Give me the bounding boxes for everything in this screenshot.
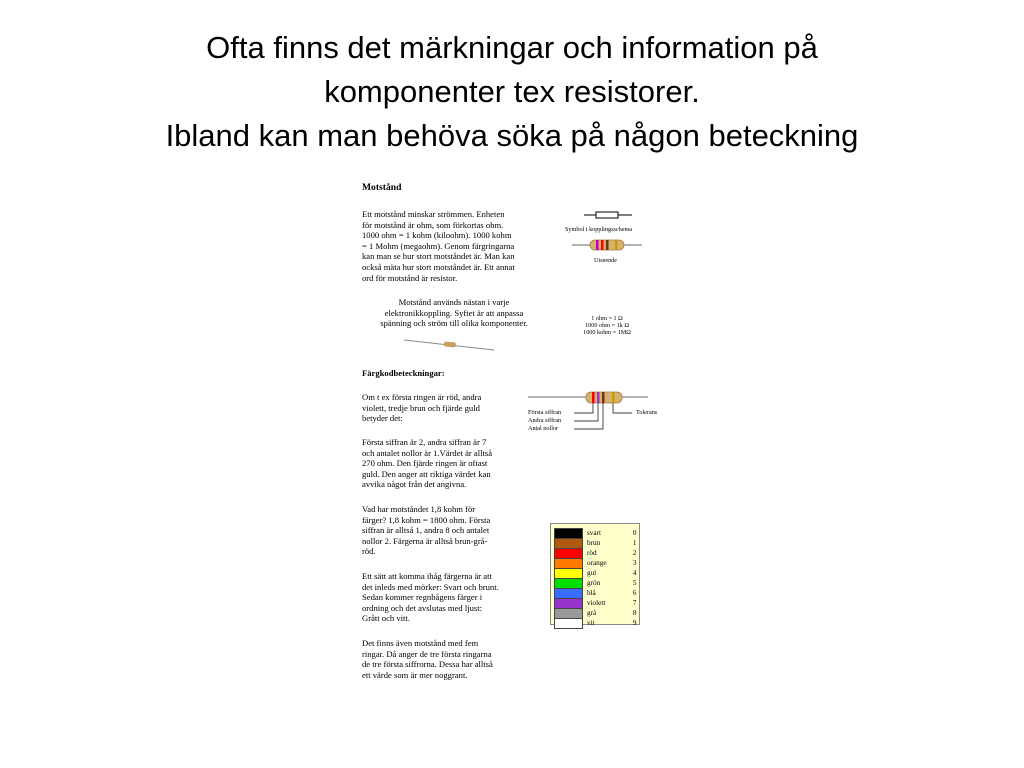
text-line: siffran är alltså 1, andra 8 och antalet: [362, 525, 490, 536]
title-line: Ofta finns det märkningar och information på: [206, 30, 818, 65]
paragraph-explanation: [362, 437, 542, 490]
color-name: gul: [586, 569, 597, 577]
label-zeros: Antal nollor: [528, 425, 559, 432]
text-line: avvika något från det angivna.: [362, 479, 467, 490]
text-line: ord för motstånd är resistor.: [362, 272, 458, 283]
paragraph-question: [362, 504, 542, 557]
color-digit: 4: [632, 569, 637, 577]
color-swatch: [555, 539, 583, 549]
resistor-appearance-icon: [572, 238, 642, 252]
color-code-row: [555, 559, 637, 569]
scanned-document: [362, 182, 672, 692]
resistor-photo: [402, 334, 502, 354]
color-code-row: [555, 599, 637, 609]
text-line: spänning och ström till olika komponenter.: [380, 318, 528, 329]
text-line: nollor 2. Färgerna är alltså brun-grå-: [362, 535, 488, 546]
text-line: 1000 ohm = 1 kohm (kiloohm). 1000 kohm: [362, 230, 512, 241]
text-line: ringar. Då anger de tre första ringarna: [362, 648, 492, 659]
text-line: 270 ohm. Den fjärde ringen är oftast: [362, 458, 488, 469]
color-code-row: [555, 589, 637, 599]
color-code-row: [555, 549, 637, 559]
text-line: Om t ex första ringen är röd, andra: [362, 392, 482, 402]
paragraph-motstand-usage: [364, 297, 544, 329]
color-swatch: [555, 529, 583, 539]
text-line: ett värde som är mer noggrant.: [362, 669, 468, 680]
color-swatch: [555, 609, 583, 619]
text-line: för motstånd är ohm, som förkortas ohm.: [362, 219, 504, 230]
color-swatch: [555, 589, 583, 599]
text-line: kan man se hur stort motståndet är. Man kan: [362, 251, 515, 262]
text-line: röd.: [362, 546, 376, 557]
color-swatch: [555, 619, 583, 629]
text-line: ordning och det avslutas med ljust:: [362, 602, 483, 613]
section-heading-fargkod: Färgkodbeteckningar:: [362, 368, 445, 378]
text-line: = 1 Mohm (megaohm). Genom färgringarna: [362, 240, 515, 251]
text-line: Första siffran är 2, andra siffran är 7: [362, 437, 487, 447]
color-code-row: [555, 609, 637, 619]
color-digit: 0: [632, 529, 637, 537]
text-line: guld. Den anger att riktiga värdet kan: [362, 468, 491, 479]
color-digit: 2: [632, 549, 637, 557]
color-digit: 1: [632, 539, 637, 547]
color-code-row: [555, 569, 637, 579]
label-second-digit: Andra siffran: [528, 417, 562, 424]
color-swatch: [555, 569, 583, 579]
color-digit: 7: [632, 599, 637, 607]
paragraph-five-rings: [362, 638, 542, 680]
color-digit: 3: [632, 559, 637, 567]
color-swatch: [555, 579, 583, 589]
color-name: vit: [586, 619, 595, 627]
text-line: de tre första siffrorna. Dessa har alltså: [362, 659, 493, 670]
text-line: det inleds med mörker: Svart och brunt.: [362, 581, 499, 592]
conversion-line: 1000 ohm = 1k Ω: [585, 322, 629, 329]
color-swatch: [555, 549, 583, 559]
appearance-caption: Utseende: [594, 257, 618, 264]
text-line: Grått och vitt.: [362, 613, 410, 624]
conversion-table: [577, 315, 637, 336]
label-tolerance: Tolerans: [636, 409, 658, 416]
color-digit: 5: [632, 579, 637, 587]
text-line: Ett motstånd minskar strömmen. Enheten: [362, 209, 505, 219]
text-line: Det finns även motstånd med fem: [362, 638, 479, 648]
color-name: blå: [586, 589, 596, 597]
symbol-caption: Symbol i kopplingsschema: [565, 226, 633, 233]
color-swatch: [555, 599, 583, 609]
color-digit: 8: [632, 609, 637, 617]
text-line: elektronikkoppling. Syftet är att anpassa: [384, 307, 524, 318]
text-line: betyder det:: [362, 413, 403, 424]
color-code-row: [555, 539, 637, 549]
section-heading-motstand: Motstånd: [362, 182, 402, 193]
text-line: violett, tredje brun och fjärde guld: [362, 402, 480, 413]
resistor-symbol-icon: [584, 210, 634, 220]
color-code-row: [555, 529, 637, 539]
color-name: violett: [586, 599, 606, 607]
color-code-table: [550, 523, 640, 625]
title-line: komponenter tex resistorer.: [324, 74, 700, 109]
title-line: Ibland kan man behöva söka på någon beteckning: [165, 118, 859, 153]
label-first-digit: Första siffran: [528, 409, 562, 416]
color-digit: 6: [632, 589, 637, 597]
paragraph-mnemonic: [362, 571, 542, 624]
text-line: och antalet nollor är 1.Värdet är alltså: [362, 447, 493, 458]
paragraph-example: [362, 392, 542, 424]
color-code-row: [555, 619, 637, 629]
paragraph-motstand-intro: [362, 209, 542, 283]
color-swatch: [555, 559, 583, 569]
text-line: Ett sätt att komma ihåg färgerna är att: [362, 571, 492, 581]
text-line: Vad har motståndet 1,8 kohm för: [362, 504, 476, 514]
color-digit: 9: [632, 619, 637, 627]
text-line: också mäta hur stort motståndet är. Ett annat: [362, 261, 515, 272]
color-name: grön: [586, 579, 601, 587]
color-name: brun: [586, 539, 601, 547]
color-code-row: [555, 579, 637, 589]
color-name: svart: [586, 529, 601, 537]
text-line: färger? 1,8 kohm = 1800 ohm. Första: [362, 514, 491, 525]
color-name: orange: [586, 559, 607, 567]
slide-title: [40, 26, 984, 158]
color-name: röd: [586, 549, 597, 557]
color-name: grå: [586, 609, 597, 617]
text-line: Sedan kommer regnbågens färger i: [362, 592, 483, 603]
text-line: Motstånd används nästan i varje: [398, 297, 510, 307]
conversion-line: 1000 kohm = 1MΩ: [583, 329, 631, 336]
conversion-line: 1 ohm = 1 Ω: [591, 315, 623, 322]
